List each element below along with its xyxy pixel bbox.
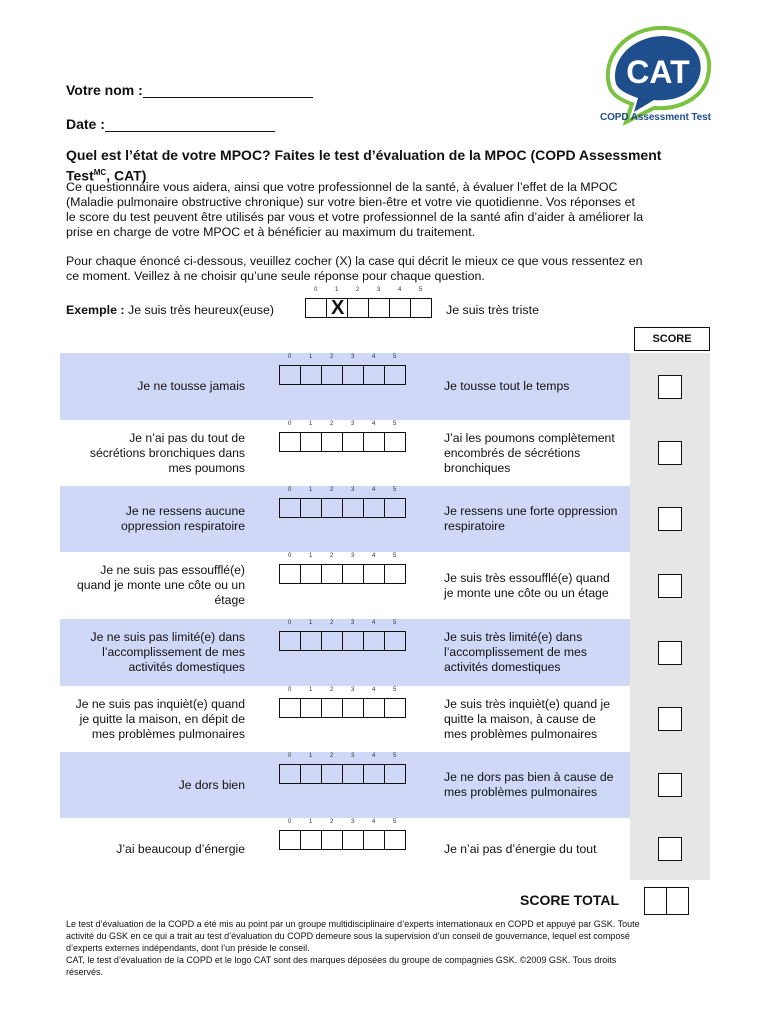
question-2-box-2[interactable] bbox=[321, 421, 343, 452]
scale-label: 3 bbox=[351, 687, 355, 693]
name-field[interactable] bbox=[66, 82, 313, 98]
question-4-box-4[interactable] bbox=[363, 553, 385, 584]
question-6-box-5[interactable] bbox=[384, 687, 406, 718]
question-7-box-5[interactable] bbox=[384, 753, 406, 784]
question-4-box-3[interactable] bbox=[342, 553, 364, 584]
scale-label: 3 bbox=[351, 421, 355, 427]
scale-label: 4 bbox=[372, 819, 376, 825]
question-6-box-4[interactable] bbox=[363, 687, 385, 718]
score-total-label: SCORE TOTAL bbox=[520, 892, 620, 908]
date-field[interactable] bbox=[66, 116, 275, 132]
question-1-box-1[interactable] bbox=[300, 354, 322, 385]
scale-label: 0 bbox=[288, 487, 292, 493]
question-left-text: Je ne tousse jamais bbox=[137, 379, 245, 393]
question-5-box-2[interactable] bbox=[321, 620, 343, 651]
question-1-box-3[interactable] bbox=[342, 354, 364, 385]
question-right-text: Je suis très limité(e) dans l’accomplissement de mes activités domestiques bbox=[444, 630, 587, 674]
logo-caption: COPD Assessment Test bbox=[600, 112, 711, 123]
question-6-box-1[interactable] bbox=[300, 687, 322, 718]
scale-label: 4 bbox=[372, 354, 376, 360]
question-3-box-5[interactable] bbox=[384, 487, 406, 518]
scale-label: 0 bbox=[288, 753, 292, 759]
question-3-box-1[interactable] bbox=[300, 487, 322, 518]
question-1-box-2[interactable] bbox=[321, 354, 343, 385]
question-left-text: Je ne suis pas limité(e) dans l’accomplissement de mes activités domestiques bbox=[90, 630, 245, 674]
question-3-box-2[interactable] bbox=[321, 487, 343, 518]
question-6-box-0[interactable] bbox=[279, 687, 301, 718]
question-6-box-3[interactable] bbox=[342, 687, 364, 718]
scale-label: 4 bbox=[372, 553, 376, 559]
question-scale[interactable] bbox=[279, 553, 406, 584]
scale-label: 2 bbox=[330, 553, 334, 559]
scale-label: 1 bbox=[309, 354, 313, 360]
scale-label: 2 bbox=[330, 753, 334, 759]
scale-label: 0 bbox=[288, 819, 292, 825]
question-7-box-2[interactable] bbox=[321, 753, 343, 784]
logo-word: CAT bbox=[626, 54, 690, 90]
question-7-box-3[interactable] bbox=[342, 753, 364, 784]
question-3-box-4[interactable] bbox=[363, 487, 385, 518]
score-header: SCORE bbox=[634, 327, 710, 351]
scale-label: 2 bbox=[330, 819, 334, 825]
scale-label: 5 bbox=[393, 620, 397, 626]
question-right-text: Je n’ai pas d’énergie du tout bbox=[444, 841, 597, 856]
scale-label: 4 bbox=[372, 421, 376, 427]
scale-label: 2 bbox=[330, 421, 334, 427]
question-2-box-0[interactable] bbox=[279, 421, 301, 452]
score-box-4[interactable] bbox=[658, 574, 682, 598]
example-mark: X bbox=[331, 297, 345, 319]
score-total-box-units[interactable] bbox=[666, 887, 689, 915]
example-box-1 bbox=[326, 287, 348, 319]
question-left-text: J’ai beaucoup d’énergie bbox=[116, 841, 245, 856]
question-5-box-3[interactable] bbox=[342, 620, 364, 651]
question-left-text: Je ne suis pas inquièt(e) quand je quitte la maison, en dépit de mes problèmes pulmonaires bbox=[75, 696, 245, 741]
question-scale[interactable] bbox=[279, 819, 406, 850]
question-5-box-4[interactable] bbox=[363, 620, 385, 651]
question-left-text: Je ne ressens aucune oppression respiratoire bbox=[121, 504, 245, 533]
scale-label: 4 bbox=[372, 487, 376, 493]
scale-label: 5 bbox=[393, 354, 397, 360]
question-1-box-4[interactable] bbox=[363, 354, 385, 385]
question-right-text: J’ai les poumons complètement encombrés de sécrétions bronchiques bbox=[444, 430, 615, 475]
scale-label: 2 bbox=[356, 287, 360, 293]
example-scale bbox=[305, 287, 432, 319]
scale-label: 5 bbox=[393, 421, 397, 427]
question-4-box-2[interactable] bbox=[321, 553, 343, 584]
question-8-box-4[interactable] bbox=[363, 819, 385, 850]
question-2-box-5[interactable] bbox=[384, 421, 406, 452]
scale-label: 4 bbox=[372, 687, 376, 693]
question-right-text: Je tousse tout le temps bbox=[444, 379, 570, 393]
scale-label: 2 bbox=[330, 687, 334, 693]
page-title: Quel est l’état de votre MPOC? Faites le test d’évaluation de la MPOC (COPD Assessment Test$^{MC}$, CAT) bbox=[66, 147, 662, 184]
scale-label: 5 bbox=[393, 753, 397, 759]
scale-label: 1 bbox=[309, 753, 313, 759]
example-box-4 bbox=[389, 287, 411, 318]
question-7-box-1[interactable] bbox=[300, 753, 322, 784]
scale-label: 0 bbox=[288, 620, 292, 626]
question-2-box-1[interactable] bbox=[300, 421, 322, 452]
example-box-5 bbox=[410, 287, 432, 318]
scale-label: 0 bbox=[288, 421, 292, 427]
scale-label: 3 bbox=[351, 819, 355, 825]
score-column bbox=[630, 353, 710, 880]
scale-label: 1 bbox=[309, 620, 313, 626]
question-scale[interactable] bbox=[279, 354, 406, 385]
instructions-paragraph: Pour chaque énoncé ci-dessous, veuillez cocher (X) la case qui décrit le mieux ce que vous ressentez en ce moment. Veillez à ne choisir qu’une seule réponse pour chaque question. bbox=[66, 254, 643, 283]
question-scale[interactable] bbox=[279, 620, 406, 651]
scale-label: 2 bbox=[330, 354, 334, 360]
question-right-text: Je ne dors pas bien à cause de mes problèmes pulmonaires bbox=[444, 770, 614, 799]
scale-label: 0 bbox=[288, 354, 292, 360]
scale-label: 4 bbox=[372, 620, 376, 626]
name-line[interactable] bbox=[143, 83, 313, 98]
question-right-text: Je suis très inquièt(e) quand je quitte la maison, à cause de mes problèmes pulmonaires bbox=[444, 696, 610, 741]
question-3-box-3[interactable] bbox=[342, 487, 364, 518]
score-box-6[interactable] bbox=[658, 707, 682, 731]
question-8-box-3[interactable] bbox=[342, 819, 364, 850]
scale-label: 1 bbox=[309, 487, 313, 493]
question-5-box-0[interactable] bbox=[279, 620, 301, 651]
question-1-box-0[interactable] bbox=[279, 354, 301, 385]
scale-label: 2 bbox=[330, 487, 334, 493]
scale-label: 1 bbox=[309, 819, 313, 825]
score-total-box-tens[interactable] bbox=[644, 887, 667, 915]
scale-label: 3 bbox=[351, 354, 355, 360]
question-7-box-0[interactable] bbox=[279, 753, 301, 784]
question-4-box-5[interactable] bbox=[384, 553, 406, 584]
intro-paragraph: Ce questionnaire vous aidera, ainsi que votre professionnel de la santé, à évaluer l’effet de la MPOC (Maladie pulmonaire obstructive chronique) sur votre bien-être et votre vie quotidienne. Vos réponses et le score du test peuvent être utilisés par vous et votre professionnel de la santé afin d’aider à améliorer la prise en charge de votre MPOC et à bénéficier au maximum du traitement. bbox=[66, 180, 644, 239]
question-2-box-3[interactable] bbox=[342, 421, 364, 452]
question-1-box-5[interactable] bbox=[384, 354, 406, 385]
score-box-8[interactable] bbox=[658, 837, 682, 861]
scale-label: 5 bbox=[393, 687, 397, 693]
date-line[interactable] bbox=[105, 117, 275, 132]
scale-label: 4 bbox=[372, 753, 376, 759]
question-4-box-0[interactable] bbox=[279, 553, 301, 584]
question-right-text: Je ressens une forte oppression respiratoire bbox=[444, 504, 618, 533]
question-scale[interactable] bbox=[279, 487, 406, 518]
scale-label: 3 bbox=[351, 553, 355, 559]
scale-label: 0 bbox=[314, 287, 318, 293]
question-8-box-2[interactable] bbox=[321, 819, 343, 850]
question-8-box-5[interactable] bbox=[384, 819, 406, 850]
example-left: Exemple : Je suis très heureux(euse) bbox=[66, 303, 275, 317]
example-right: Je suis très triste bbox=[446, 303, 539, 317]
scale-label: 5 bbox=[419, 287, 423, 293]
question-3-box-0[interactable] bbox=[279, 487, 301, 518]
question-5-box-5[interactable] bbox=[384, 620, 406, 651]
date-label: Date : bbox=[66, 116, 105, 132]
scale-label: 1 bbox=[309, 687, 313, 693]
score-box-3[interactable] bbox=[658, 507, 682, 531]
question-left-text: Je ne suis pas essoufflé(e) quand je monte une côte ou un étage bbox=[76, 563, 245, 607]
question-2-box-4[interactable] bbox=[363, 421, 385, 452]
scale-label: 3 bbox=[351, 620, 355, 626]
name-label: Votre nom : bbox=[66, 82, 143, 98]
footer-note: Le test d’évaluation de la COPD a été mis au point par un groupe multidisciplinaire d’experts internationaux en COPD et appuyé par GSK. Toute activité du GSK en ce qui a trait au test d’évaluation du COPD demeure sous la supervision d’un conseil de gouvernance, lequel est composé d’experts externes indépendants, dont l’un préside le conseil. CAT, le test d’évaluation de la COPD et le logo CAT sont des marques déposées du groupe de compagnies GSK. ©2009 GSK. Tous droits réservés. bbox=[66, 919, 640, 977]
scale-label: 1 bbox=[309, 421, 313, 427]
scale-label: 4 bbox=[398, 287, 402, 293]
question-7-box-4[interactable] bbox=[363, 753, 385, 784]
question-scale[interactable] bbox=[279, 421, 406, 452]
question-4-box-1[interactable] bbox=[300, 553, 322, 584]
example-box-2 bbox=[347, 287, 369, 318]
question-8-box-0[interactable] bbox=[279, 819, 301, 850]
question-scale[interactable] bbox=[279, 687, 406, 718]
scale-label: 2 bbox=[330, 620, 334, 626]
question-right-text: Je suis très essoufflé(e) quand je monte une côte ou un étage bbox=[444, 570, 610, 600]
scale-label: 3 bbox=[351, 753, 355, 759]
scale-label: 5 bbox=[393, 487, 397, 493]
score-box-1[interactable] bbox=[658, 375, 682, 399]
question-6-box-2[interactable] bbox=[321, 687, 343, 718]
scale-label: 0 bbox=[288, 687, 292, 693]
scale-label: 1 bbox=[335, 287, 339, 293]
example-box-3 bbox=[368, 287, 390, 318]
question-left-text: Je dors bien bbox=[178, 777, 245, 792]
question-8-box-1[interactable] bbox=[300, 819, 322, 850]
question-left-text: Je n’ai pas du tout de sécrétions bronchiques dans mes poumons bbox=[89, 430, 245, 475]
score-box-2[interactable] bbox=[658, 441, 682, 465]
scale-label: 3 bbox=[377, 287, 381, 293]
example-box-0 bbox=[305, 287, 327, 318]
scale-label: 5 bbox=[393, 819, 397, 825]
scale-label: 5 bbox=[393, 553, 397, 559]
scale-label: 1 bbox=[309, 553, 313, 559]
scale-label: 3 bbox=[351, 487, 355, 493]
score-box-5[interactable] bbox=[658, 641, 682, 665]
score-box-7[interactable] bbox=[658, 773, 682, 797]
question-scale[interactable] bbox=[279, 753, 406, 784]
question-5-box-1[interactable] bbox=[300, 620, 322, 651]
scale-label: 0 bbox=[288, 553, 292, 559]
